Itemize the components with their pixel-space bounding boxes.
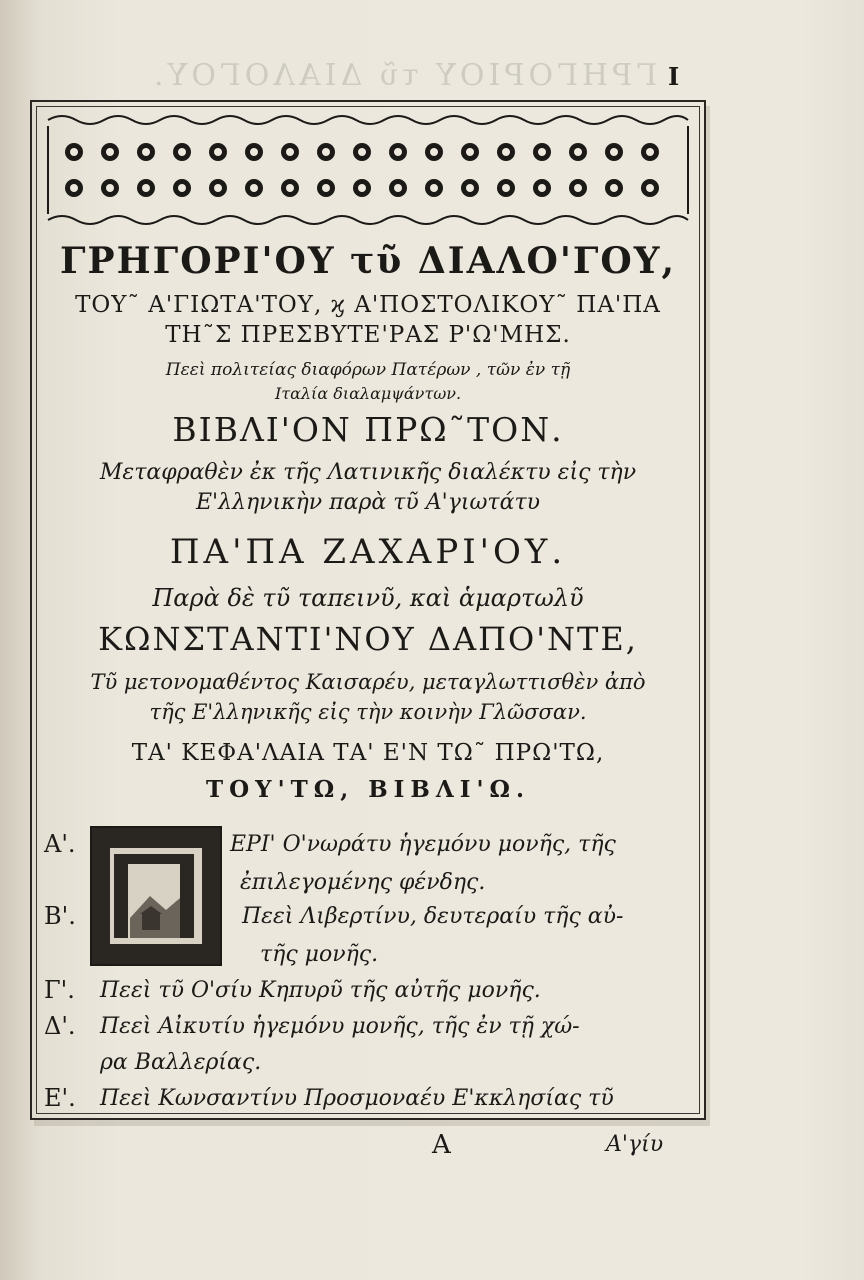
chapters-heading-line2: ΤΟΥ'ΤΩ, ΒΙΒΛΙ'Ω. xyxy=(206,776,530,803)
book-heading: ΒΙΒΛΙ'ΟΝ ΠΡΩ˜ΤΟΝ. xyxy=(172,410,564,449)
chapter-mark-a: Α'. xyxy=(44,830,76,858)
chapter-d-line2: ρα Βαλλερίας. xyxy=(100,1050,262,1075)
translation-note-line1: Μεταφραθὲν ἐκ τῆς Λατινικῆς διαλέκτυ εἰς τὴν xyxy=(99,460,637,485)
translator-name: ΚΩΝΣΤΑΝΤΙ'ΝΟΥ ΔΑΠΟ'ΝΤΕ, xyxy=(98,620,638,658)
translator-note-line2: τῆς Ε'λληνικῆς εἰς τὴν κοινὴν Γλῶσσαν. xyxy=(149,700,587,724)
chapters-heading-line1: ΤΑ' ΚΕΦΑ'ΛΑΙΑ ΤΑ' Ε'Ν ΤΩ˜ ΠΡΩ'ΤΩ, xyxy=(131,740,605,766)
title-author-epithet: ΤΟΥ˜ Α'ΓΙΩΤΑ'ΤΟΥ, ϗ Α'ΠΟΣΤΟΛΙΚΟΥ˜ ΠΑ'ΠΑ xyxy=(75,292,661,318)
chapter-e-line1: Πεεὶ Κωνσαντίνυ Προσμοναέυ Ε'κκλησίας τῦ xyxy=(100,1086,614,1111)
title-subject-line2: Ιταλία διαλαμψάντων. xyxy=(274,384,462,403)
title-subject-line1: Πεεὶ πολιτείας διαφόρων Πατέρων , τῶν ἐν τῇ xyxy=(165,360,571,380)
chapter-mark-e: Ε'. xyxy=(44,1084,76,1112)
chapter-b-line2: τῆς μονῆς. xyxy=(260,942,379,967)
chapter-b-line1: Πεεὶ Λιβερτίνυ, δευτεραίυ τῆς αὐ- xyxy=(242,904,624,929)
initial-landscape-image xyxy=(110,848,202,944)
chapter-a-line2: ἐπιλεγομένης φένδης. xyxy=(240,870,486,895)
bleed-through-text: ΓΡΗΓΟΡΙΟΥ τῦ ΔΙΑΛΟΓΟΥ. xyxy=(150,58,658,93)
chapter-c-line1: Πεεὶ τῦ Ο'σίυ Κηπυρῦ τῆς αὐτῆς μονῆς. xyxy=(100,978,541,1003)
chapter-mark-c: Γ'. xyxy=(44,976,75,1004)
signature-mark: Α xyxy=(432,1130,451,1160)
decorated-initial xyxy=(90,826,222,966)
translator-note-line1: Τῦ μετονομαθέντος Καισαρέυ, μεταγλωττισθὲν ἀπὸ xyxy=(90,670,646,694)
translator-pope: ΠΑ'ΠΑ ΖΑΧΑΡΙ'ΟΥ. xyxy=(169,532,567,572)
title-author: ΓΡΗΓΟΡΙ'ΟΥ τῦ ΔΙΑΛΟ'ΓΟΥ, xyxy=(60,240,676,282)
title-author-see: ΤΗ˜Σ ΠΡΕΣΒΥΤΕ'ΡΑΣ Ρ'Ω'ΜΗΣ. xyxy=(165,322,571,348)
chapter-a-line1: ΕΡΙ' Ο'νωράτυ ἡγεμόνυ μονῆς, τῆς xyxy=(230,832,616,857)
translator-intro: Παρὰ δὲ τῦ ταπεινῦ, καὶ ἁμαρτωλῦ xyxy=(152,584,584,612)
chapter-mark-b: Β'. xyxy=(44,902,76,930)
catchword: Α'γίυ xyxy=(606,1132,664,1157)
headpiece-ornament xyxy=(42,112,694,228)
chapter-mark-d: Δ'. xyxy=(44,1012,76,1040)
chapter-d-line1: Πεεὶ Αἰκυτίυ ἡγεμόνυ μονῆς, τῆς ἐν τῇ χώ- xyxy=(100,1014,580,1039)
translation-note-line2: Ε'λληνικὴν παρὰ τῦ Α'γιωτάτυ xyxy=(195,490,540,515)
page-number: I xyxy=(668,62,680,91)
